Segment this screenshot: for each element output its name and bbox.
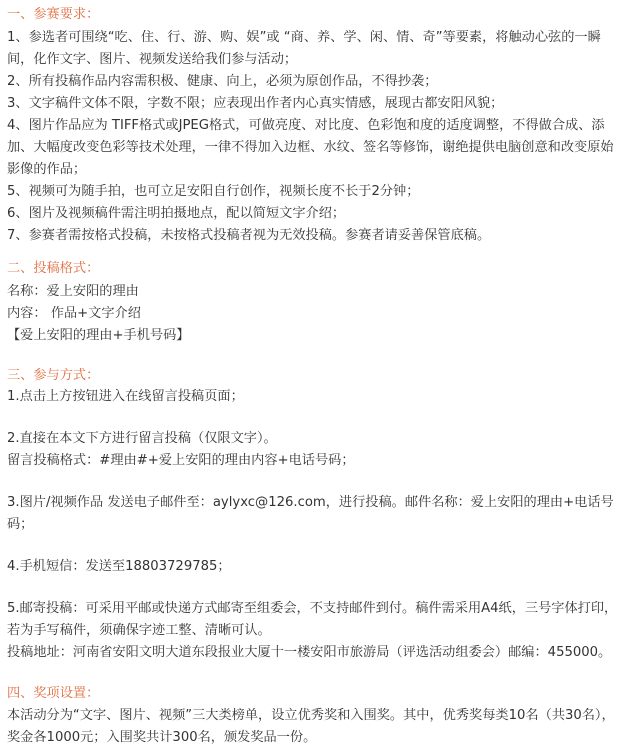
section-heading-requirements: 一、参赛要求： [7,7,100,22]
participation-line: 投稿地址：河南省安阳文明大道东段报业大厦十一楼安阳市旅游局（评选活动组委会）邮编：455000。 [7,645,612,660]
requirements-line: 4、图片作品应为 TIFF格式或JPEG格式，可做亮度、对比度、色彩饱和度的适度调整，不得做合成、添 [7,118,605,133]
requirements-line: 间，化作文字、图片、视频发送给我们参与活动； [7,52,298,67]
format-line: 名称：爱上安阳的理由 [7,284,139,299]
participation-line: 若为手写稿件，须确保字迹工整、清晰可认。 [7,623,271,638]
participation-line: 2.直接在本文下方进行留言投稿（仅限文字）。 [7,431,277,446]
section-heading-format: 二、投稿格式： [7,261,100,276]
requirements-line: 1、参选者可围绕“吃、住、行、游、购、娱”或 “商、养、学、闲、情、奇”等要素，将触动心弦的一瞬 [7,30,601,45]
participation-line: 3.图片/视频作品 发送电子邮件至：aylyxc@126.com，进行投稿。邮件名称：爱上安阳的理由+电话号 [7,495,614,510]
requirements-line: 3、文字稿件文体不限，字数不限；应表现出作者内心真实情感，展现古都安阳风貌； [7,96,504,111]
participation-line: 5.邮寄投稿：可采用平邮或快递方式邮寄至组委会，不支持邮件到付。稿件需采用A4纸，三号字体打印， [7,601,618,616]
requirements-line: 7、参赛者需按格式投稿，未按格式投稿者视为无效投稿。参赛者请妥善保管底稿。 [7,228,491,243]
participation-line: 4.手机短信：发送至18803729785； [7,559,231,574]
section-heading-awards: 四、奖项设置： [7,686,100,701]
participation-line: 留言投稿格式：#理由#+爱上安阳的理由内容+电话号码； [7,453,355,468]
requirements-line: 影像的作品； [7,162,87,177]
section-heading-participation: 三、参与方式： [7,368,100,383]
awards-line: 本活动分为“文字、图片、视频”三大类榜单，设立优秀奖和入围奖。其中，优秀奖每类10名（共30名）， [7,708,615,723]
participation-line: 1.点击上方按钮进入在线留言投稿页面； [7,389,244,404]
requirements-line: 2、所有投稿作品内容需积极、健康、向上，必须为原创作品，不得抄袭； [7,74,438,89]
requirements-line: 6、图片及视频稿件需注明拍摄地点，配以简短文字介绍； [7,206,346,221]
requirements-line: 加、大幅度改变色彩等技术处理，一律不得加入边框、水纹、签名等修饰，谢绝提供电脑创意和改变原始 [7,140,614,155]
awards-line: 奖金各1000元；入围奖共计300名，颁发奖品一份。 [7,730,317,745]
format-line: 内容： 作品+文字介绍 [7,306,141,321]
format-line: 【爱上安阳的理由+手机号码】 [7,328,190,343]
requirements-line: 5、视频可为随手拍，也可立足安阳自行创作，视频长度不长于2分钟； [7,184,420,199]
participation-line: 码； [7,517,34,532]
